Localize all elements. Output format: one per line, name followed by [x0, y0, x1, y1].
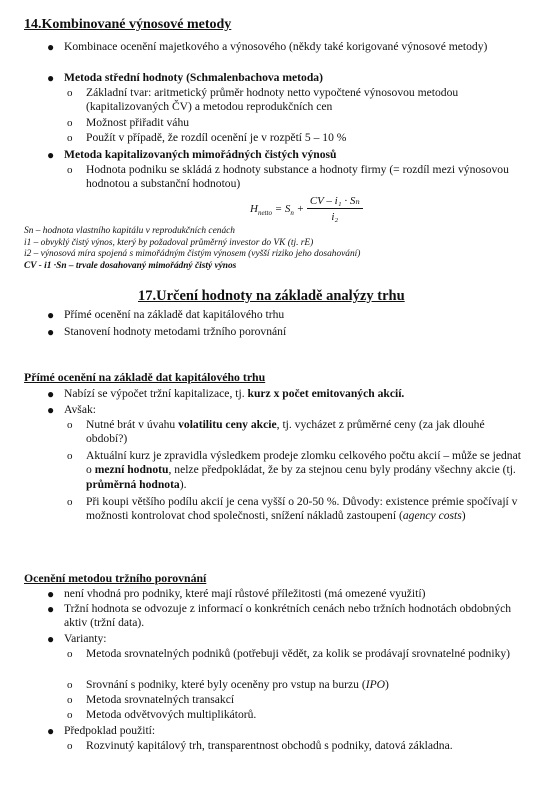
- sub-list-item-text: ): [385, 678, 389, 691]
- sub-list-item-text: Nutné brát v úvahu: [86, 418, 179, 431]
- list-item-text: Avšak:: [64, 403, 96, 416]
- list-item: [47, 602, 524, 631]
- bullet-icon: ●: [47, 325, 55, 339]
- circle-bullet-icon: o: [67, 496, 73, 508]
- section-14-title: 14.Kombinované výnosové metody: [24, 17, 232, 32]
- note-line: i2 – výnosová míra spojená s mimořádným čistým výnosem (vyšší riziko jeho dosahování): [24, 249, 361, 260]
- list-item-text: Předpoklad použití:: [64, 724, 156, 737]
- bullet-icon: ●: [47, 632, 55, 646]
- sub-list-item-text: Základní tvar: aritmetický průměr hodnoty netto vypočtené výnosovou metodou (kapitalizovaných ČV) a metodou reprodukčních cen: [86, 86, 459, 114]
- bullet-icon: ●: [47, 71, 55, 85]
- list-item: [47, 387, 524, 401]
- sub-list-item-bold: volatilitu ceny akcie: [178, 418, 277, 431]
- sub-list-item-bold: mezní hodnotu: [94, 463, 169, 477]
- sub-list-item: [67, 708, 522, 722]
- list-item: [47, 308, 524, 322]
- circle-bullet-icon: o: [67, 694, 73, 706]
- formula-eq: = S: [274, 202, 291, 215]
- subsection-title: Ocenění metodou tržního porovnání: [24, 571, 207, 585]
- formula-s-sub: n: [290, 209, 294, 218]
- list-item: [47, 403, 524, 417]
- bullet-icon: ●: [47, 587, 55, 601]
- circle-bullet-icon: o: [67, 709, 73, 721]
- section-17-title: 17.Určení hodnoty na základě analýzy trhu: [138, 288, 405, 304]
- sub-list-item-bold: průměrná hodnota: [86, 477, 180, 491]
- bullet-icon: ●: [47, 403, 55, 417]
- list-item-text: Stanovení hodnoty metodami tržního porovnání: [64, 325, 287, 338]
- sub-list-item-text: Použít v případě, že rozdíl ocenění je v rozpětí 5 – 10 %: [86, 131, 347, 144]
- sub-list-item-text: Aktuální kurz je zpravidla výsledkem prodeje zlomku celkového počtu akcií – může se jednat o: [86, 449, 521, 477]
- sub-list-item: [67, 116, 522, 130]
- sub-list-item-text: , tj. vycházet z průměrné ceny (za jak dlouhé období?): [86, 418, 485, 446]
- list-item: [47, 724, 524, 738]
- sub-list-item-text: Metoda srovnatelných transakcí: [86, 693, 235, 706]
- sub-list-item-text: Metoda odvětvových multiplikátorů.: [86, 708, 257, 721]
- sub-list-item: [67, 449, 522, 492]
- formula-denominator: i₂: [331, 211, 339, 224]
- list-item: [47, 40, 524, 54]
- sub-list-item-text: Srovnání s podniky, které byly oceněny pro vstup na burzu (: [86, 678, 366, 691]
- bullet-icon: ●: [47, 724, 55, 738]
- sub-list-item-text: Možnost přiřadit váhu: [86, 116, 190, 129]
- circle-bullet-icon: o: [67, 648, 73, 660]
- sub-list-item: [67, 86, 522, 115]
- bullet-icon: ●: [47, 602, 55, 616]
- sub-list-item: [67, 418, 522, 447]
- list-item-text: Přímé ocenění na základě dat kapitálového trhu: [64, 308, 285, 321]
- sub-list-item-italic: IPO: [365, 678, 386, 691]
- circle-bullet-icon: o: [67, 117, 73, 129]
- bullet-icon: ●: [47, 148, 55, 162]
- note-line: i1 – obvyklý čistý výnos, který by požadoval průměrný investor do VK (tj. rE): [24, 237, 314, 248]
- circle-bullet-icon: o: [67, 419, 73, 431]
- sub-list-item-text: Hodnota podniku se skládá z hodnoty substance a hodnoty firmy (= rozdíl mezi výnosovou hodnotou a substanční hodnotou): [86, 163, 509, 191]
- circle-bullet-icon: o: [67, 164, 73, 176]
- sub-list-item: [67, 693, 522, 707]
- list-item-bold: kurz x počet emitovaných akcií.: [247, 387, 405, 400]
- formula-lhs: H: [250, 202, 258, 215]
- circle-bullet-icon: o: [67, 450, 73, 462]
- bullet-icon: ●: [47, 387, 55, 401]
- sub-list-item-italic: agency costs: [402, 509, 462, 523]
- circle-bullet-icon: o: [67, 679, 73, 691]
- list-item-text: Metoda střední hodnoty (Schmalenbachova metoda): [64, 71, 323, 84]
- list-item-text: Tržní hodnota se odvozuje z informací o konkrétních cenách nebo tržních hodnotách obdobných aktiv (tržní data).: [64, 602, 512, 630]
- sub-list-item-text: Při koupi většího podílu akcií je cena vyšší o 20-50 %. Důvody: existence prémie spočívají v možnosti kontrolovat chod společnosti, snížení nákladů zastoupení (: [86, 495, 518, 523]
- formula-numerator: CV – i₁ · Sₙ: [307, 194, 363, 209]
- sub-list-item: [67, 678, 522, 692]
- circle-bullet-icon: o: [67, 132, 73, 144]
- sub-list-item-text: , nelze předpokládat, že by za stejnou cenu byly prodány všechny akcie (tj.: [168, 463, 516, 477]
- sub-list-item: [67, 647, 522, 661]
- list-item: [47, 148, 524, 162]
- sub-list-item: [67, 163, 522, 192]
- list-item: [47, 632, 524, 646]
- list-item-text: Kombinace ocenění majetkového a výnosového (někdy také korigované výnosové metody): [64, 40, 488, 53]
- sub-list-item: [67, 495, 522, 524]
- circle-bullet-icon: o: [67, 87, 73, 99]
- bullet-icon: ●: [47, 40, 55, 54]
- formula: [250, 194, 363, 225]
- formula-plus: +: [296, 202, 305, 215]
- formula-lhs-sub: netto: [257, 209, 272, 218]
- sub-list-item-text: Metoda srovnatelných podniků (potřebuji vědět, za kolik se prodávají srovnatelné podniky): [86, 647, 511, 660]
- circle-bullet-icon: o: [67, 740, 73, 752]
- sub-list-item-text: Rozvinutý kapitálový trh, transparentnost obchodů s podniky, datová základna.: [86, 739, 453, 752]
- list-item-text: Varianty:: [64, 632, 107, 645]
- notes: [24, 226, 524, 272]
- list-item-text: není vhodná pro podniky, které mají růstové příležitosti (má omezené využití): [64, 587, 426, 600]
- list-item: [47, 325, 524, 339]
- subsection-title: Přímé ocenění na základě dat kapitálového trhu: [24, 370, 266, 384]
- list-item-text: Nabízí se výpočet tržní kapitalizace, tj.: [64, 387, 248, 400]
- bullet-icon: ●: [47, 308, 55, 322]
- note-line: CV - i1 ·Sn – trvale dosahovaný mimořádný čistý výnos: [24, 260, 237, 271]
- list-item-text: Metoda kapitalizovaných mimořádných čistých výnosů: [64, 148, 337, 161]
- list-item: [47, 71, 524, 85]
- note-line: Sn – hodnota vlastního kapitálu v reprodukčních cenách: [24, 226, 235, 236]
- sub-list-item: [67, 131, 522, 145]
- list-item: [47, 587, 524, 601]
- sub-list-item-text: ): [461, 509, 466, 523]
- sub-list-item: [67, 739, 522, 753]
- formula-fraction: [307, 194, 363, 225]
- sub-list-item-text: ).: [179, 477, 187, 491]
